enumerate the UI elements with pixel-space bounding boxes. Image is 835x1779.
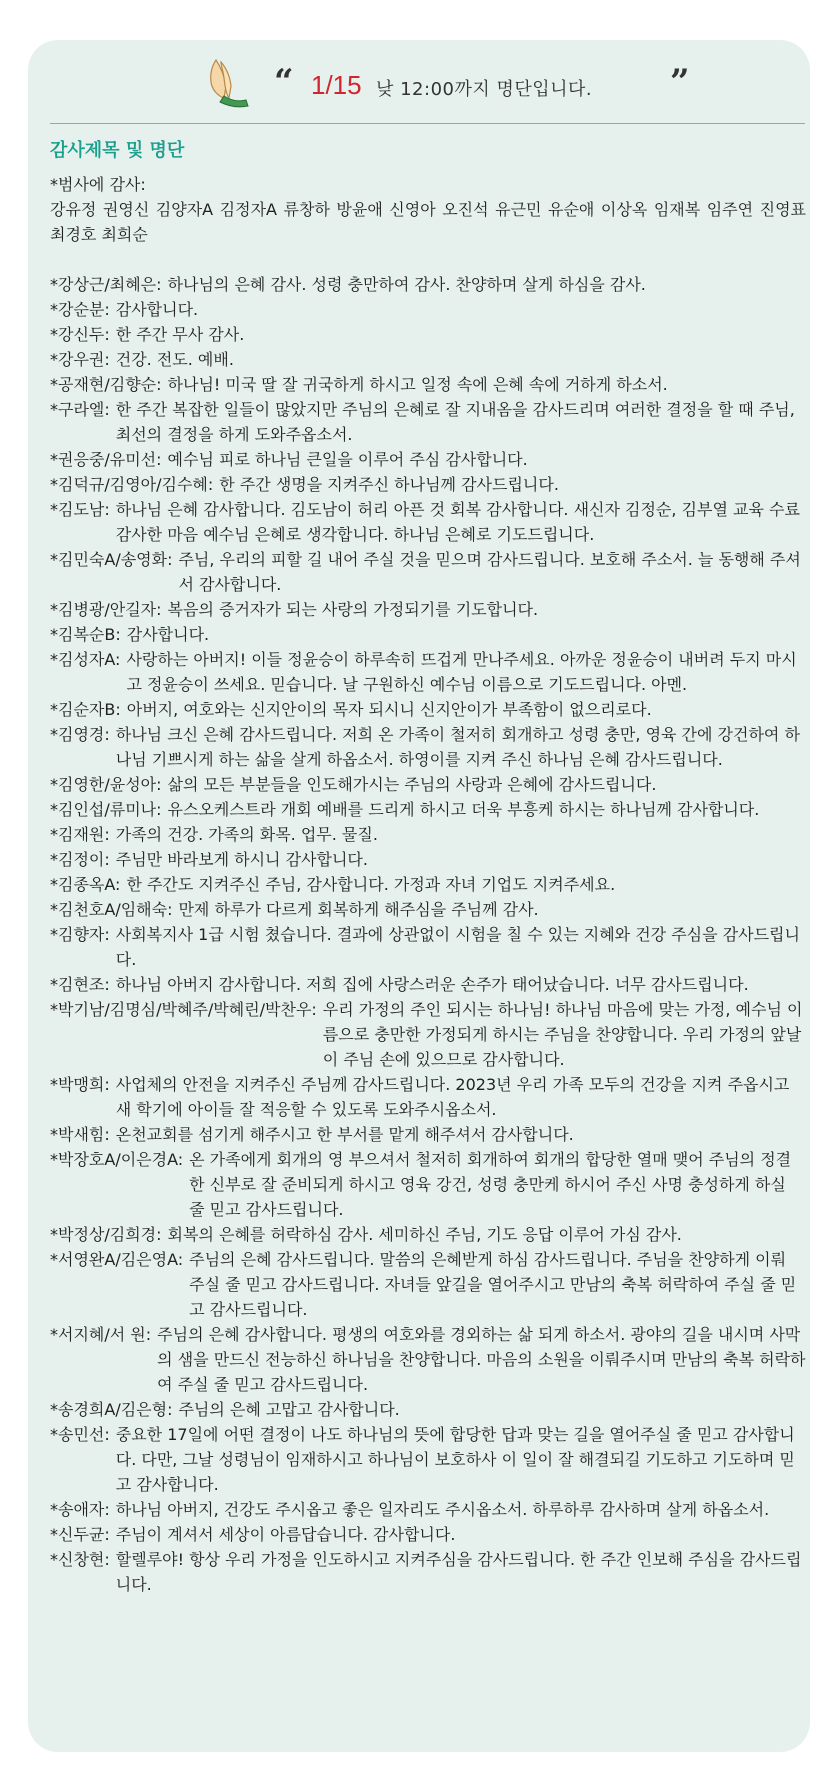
entry-name: *서지혜/서 원:	[50, 1325, 152, 1344]
entry-text: 할렐루야! 항상 우리 가정을 인도하시고 지켜주심을 감사드립니다. 한 주간 인보해 주심을 감사드립니다.	[115, 1550, 802, 1594]
entry-text: 감사합니다.	[126, 625, 210, 644]
prayer-entry	[50, 697, 806, 722]
entry-name: *박기남/김명심/박혜주/박혜린/박찬우:	[50, 1000, 317, 1019]
entry-name: *김영경:	[50, 725, 110, 744]
entry-name: *김순자B:	[50, 700, 121, 719]
prayer-entry	[50, 847, 806, 872]
entry-text: 온 가족에게 회개의 영 부으셔서 철저히 회개하여 회개의 합당한 열매 맺어 주님의 정결한 신부로 잘 준비되게 하시고 영육 강건, 성령 충만케 하시어 주신 사명 충성하게 하실 줄 믿고 감사드립니다.	[189, 1150, 792, 1219]
entry-name: *김복순B:	[50, 625, 121, 644]
entry-text: 유스오케스트라 개회 예배를 드리게 하시고 더욱 부흥케 하시는 하나님께 감사합니다.	[167, 800, 760, 819]
entry-text: 가족의 건강. 가족의 화목. 업무. 물질.	[115, 825, 378, 844]
entry-text: 우리 가정의 주인 되시는 하나님! 하나님 마음에 맞는 가정, 예수님 이름으로 충만한 가정되게 하시는 주님을 찬양합니다. 우리 가정의 앞날이 주님 손에 있으므로 감사합니다.	[322, 1000, 803, 1069]
entry-text: 감사합니다.	[115, 300, 199, 319]
entry-text: 주님의 은혜 감사합니다. 평생의 여호와를 경외하는 삶 되게 하소서. 광야의 길을 내시며 사막의 샘을 만드신 전능하신 하나님을 찬양합니다. 마음의 소원을 이뤄주시며 만남의 축복 허락하여 주실 줄 믿고 감사드립니다.	[157, 1325, 806, 1394]
entry-text: 한 주간 복잡한 일들이 많았지만 주님의 은혜로 잘 지내옴을 감사드리며 여러한 결정을 할 때 주님, 최선의 결정을 하게 도와주옵소서.	[115, 400, 795, 444]
entry-text: 주님만 바라보게 하시니 감사합니다.	[115, 850, 368, 869]
prayer-entry	[50, 547, 806, 597]
entry-name: *김향자:	[50, 925, 110, 944]
general-names: 강유정 권영신 김양자A 김정자A 류창하 방윤애 신영아 오진석 유근민 유순애 이상옥 임재복 임주연 진영표 최경호 최희순	[50, 200, 806, 244]
entry-name: *강우권:	[50, 350, 110, 369]
entry-name: *송애자:	[50, 1500, 110, 1519]
entry-text: 하나님 크신 은혜 감사드립니다. 저희 온 가족이 철저히 회개하고 성령 충만, 영육 간에 강건하여 하나님 기쁘시게 하는 삶을 살게 하옵소서. 하영이를 지켜 주신 하나님 은혜 감사드립니다.	[115, 725, 800, 769]
entry-text: 아버지, 여호와는 신지안이의 목자 되시니 신지안이가 부족함이 없으리로다.	[126, 700, 652, 719]
entry-name: *강신두:	[50, 325, 110, 344]
entry-name: *서영완A/김은영A:	[50, 1250, 184, 1269]
prayer-entry	[50, 1072, 806, 1122]
prayer-entry	[50, 997, 806, 1072]
prayer-entry	[50, 1222, 806, 1247]
entry-name: *김인섭/류미나:	[50, 800, 162, 819]
spacer	[50, 247, 806, 272]
praying-hands-icon	[202, 56, 254, 108]
entry-name: *김병광/안길자:	[50, 600, 162, 619]
entry-name: *신창현:	[50, 1550, 110, 1569]
prayer-entry	[50, 922, 806, 972]
entry-text: 하나님 은혜 감사합니다. 김도남이 허리 아픈 것 회복 감사합니다. 새신자 김정순, 김부열 교육 수료 감사한 마음 예수님 은혜로 생각합니다. 하나님 은혜로 기도드립니다.	[115, 500, 800, 544]
prayer-entry	[50, 972, 806, 997]
entry-name: *박장호A/이은경A:	[50, 1150, 184, 1169]
entry-name: *강상근/최혜은:	[50, 275, 162, 294]
entry-text: 사회복지사 1급 시험 쳤습니다. 결과에 상관없이 시험을 칠 수 있는 지혜와 건강 주심을 감사드립니다.	[115, 925, 800, 969]
entry-text: 사업체의 안전을 지켜주신 주님께 감사드립니다. 2023년 우리 가족 모두의 건강을 지켜 주옵시고 새 학기에 아이들 잘 적응할 수 있도록 도와주시옵소서.	[115, 1075, 790, 1119]
prayer-entry	[50, 647, 806, 697]
prayer-entry	[50, 597, 806, 622]
entry-name: *김민숙A/송영화:	[50, 550, 173, 569]
prayer-entry	[50, 1397, 806, 1422]
section-title: 감사제목 및 명단	[50, 140, 185, 161]
entry-text: 한 주간 무사 감사.	[115, 325, 245, 344]
entry-name: *권응중/유미선:	[50, 450, 162, 469]
quote-close: ”	[670, 62, 690, 102]
prayer-entry	[50, 297, 806, 322]
entry-text: 주님의 은혜 고맙고 감사합니다.	[178, 1400, 400, 1419]
prayer-entry	[50, 897, 806, 922]
prayer-entry	[50, 497, 806, 547]
prayer-entry	[50, 872, 806, 897]
entry-name: *김종옥A:	[50, 875, 121, 894]
entry-text: 중요한 17일에 어떤 결정이 나도 하나님의 뜻에 합당한 답과 맞는 길을 열어주실 줄 믿고 감사합니다. 다만, 그날 성령님이 임재하시고 하나님이 보호하사 이 일이 잘 해결되길 기도하고 기도하며 믿고 감사합니다.	[115, 1425, 795, 1494]
entries-list	[50, 272, 806, 1597]
prayer-entry	[50, 1147, 806, 1222]
entry-name: *김현조:	[50, 975, 110, 994]
deadline-text: 낮 12:00까지 명단입니다.	[376, 79, 593, 100]
entry-text: 건강. 전도. 예배.	[115, 350, 234, 369]
entry-name: *구라엘:	[50, 400, 110, 419]
prayer-entry	[50, 622, 806, 647]
entry-text: 온천교회를 섬기게 해주시고 한 부서를 맡게 해주셔서 감사합니다.	[115, 1125, 574, 1144]
deadline-date: 1/15	[311, 70, 362, 100]
prayer-entry	[50, 322, 806, 347]
entry-text: 주님의 은혜 감사드립니다. 말씀의 은혜받게 하심 감사드립니다. 주님을 찬양하게 이뤄 주실 줄 믿고 감사드립니다. 자녀들 앞길을 열어주시고 만남의 축복 허락하여 주실 줄 믿고 감사드립니다.	[189, 1250, 797, 1319]
entry-name: *박새힘:	[50, 1125, 110, 1144]
entry-text: 한 주간 생명을 지켜주신 하나님께 감사드립니다.	[219, 475, 559, 494]
prayer-entry	[50, 372, 806, 397]
quote-open: “	[274, 62, 294, 102]
prayer-entry	[50, 1522, 806, 1547]
entry-text: 주님이 계셔서 세상이 아름답습니다. 감사합니다.	[115, 1525, 456, 1544]
entry-name: *김천호A/임해숙:	[50, 900, 173, 919]
entry-name: *박정상/김희경:	[50, 1225, 162, 1244]
prayer-entry	[50, 722, 806, 772]
prayer-entry	[50, 447, 806, 472]
entry-name: *신두균:	[50, 1525, 110, 1544]
prayer-entry	[50, 1322, 806, 1397]
prayer-entry	[50, 1122, 806, 1147]
entry-name: *김영한/윤성아:	[50, 775, 162, 794]
entry-name: *강순분:	[50, 300, 110, 319]
prayer-entry	[50, 347, 806, 372]
entry-text: 하나님! 미국 딸 잘 귀국하게 하시고 일정 속에 은혜 속에 거하게 하소서.	[167, 375, 668, 394]
prayer-entry	[50, 797, 806, 822]
entry-text: 회복의 은혜를 허락하심 감사. 세미하신 주님, 기도 응답 이루어 가심 감사.	[167, 1225, 682, 1244]
entry-name: *공재현/김향순:	[50, 375, 162, 394]
entry-text: 한 주간도 지켜주신 주님, 감사합니다. 가정과 자녀 기업도 지켜주세요.	[126, 875, 616, 894]
entry-name: *송민선:	[50, 1425, 110, 1444]
prayer-list	[50, 172, 806, 1597]
entry-text: 하나님 아버지, 건강도 주시옵고 좋은 일자리도 주시옵소서. 하루하루 감사하며 살게 하옵소서.	[115, 1500, 770, 1519]
entry-name: *박맹희:	[50, 1075, 110, 1094]
entry-text: 복음의 증거자가 되는 사랑의 가정되기를 기도합니다.	[167, 600, 539, 619]
entry-text: 예수님 피로 하나님 큰일을 이루어 주심 감사합니다.	[167, 450, 528, 469]
entry-name: *김덕규/김영아/김수혜:	[50, 475, 214, 494]
prayer-entry	[50, 1547, 806, 1597]
entry-text: 주님, 우리의 피할 길 내어 주실 것을 믿으며 감사드립니다. 보호해 주소서. 늘 동행해 주셔서 감사합니다.	[178, 550, 801, 594]
entry-name: *송경희A/김은형:	[50, 1400, 173, 1419]
entry-text: 사랑하는 아버지! 이들 정윤승이 하루속히 뜨겁게 만나주세요. 아까운 정윤승이 내버려 두지 마시고 정윤승이 쓰세요. 믿습니다. 날 구원하신 예수님 이름으로 기도드립니다. 아멘.	[126, 650, 797, 694]
entry-name: *김정이:	[50, 850, 110, 869]
entry-name: *김재원:	[50, 825, 110, 844]
prayer-entry	[50, 1247, 806, 1322]
entry-text: 하나님의 은혜 감사. 성령 충만하여 감사. 찬양하며 살게 하심을 감사.	[167, 275, 646, 294]
entry-text: 삶의 모든 부분들을 인도해가시는 주님의 사랑과 은혜에 감사드립니다.	[167, 775, 657, 794]
entry-text: 만제 하루가 다르게 회복하게 해주심을 주님께 감사.	[178, 900, 539, 919]
entry-name: *김도남:	[50, 500, 110, 519]
prayer-card	[28, 40, 810, 1752]
prayer-entry	[50, 772, 806, 797]
prayer-entry	[50, 1422, 806, 1497]
header	[28, 40, 810, 118]
prayer-entry	[50, 397, 806, 447]
prayer-entry	[50, 1497, 806, 1522]
divider	[50, 123, 805, 124]
general-label: *범사에 감사:	[50, 175, 146, 194]
prayer-entry	[50, 822, 806, 847]
prayer-entry	[50, 272, 806, 297]
prayer-entry	[50, 472, 806, 497]
entry-text: 하나님 아버지 감사합니다. 저희 집에 사랑스러운 손주가 태어났습니다. 너무 감사드립니다.	[115, 975, 749, 994]
entry-name: *김성자A:	[50, 650, 121, 669]
